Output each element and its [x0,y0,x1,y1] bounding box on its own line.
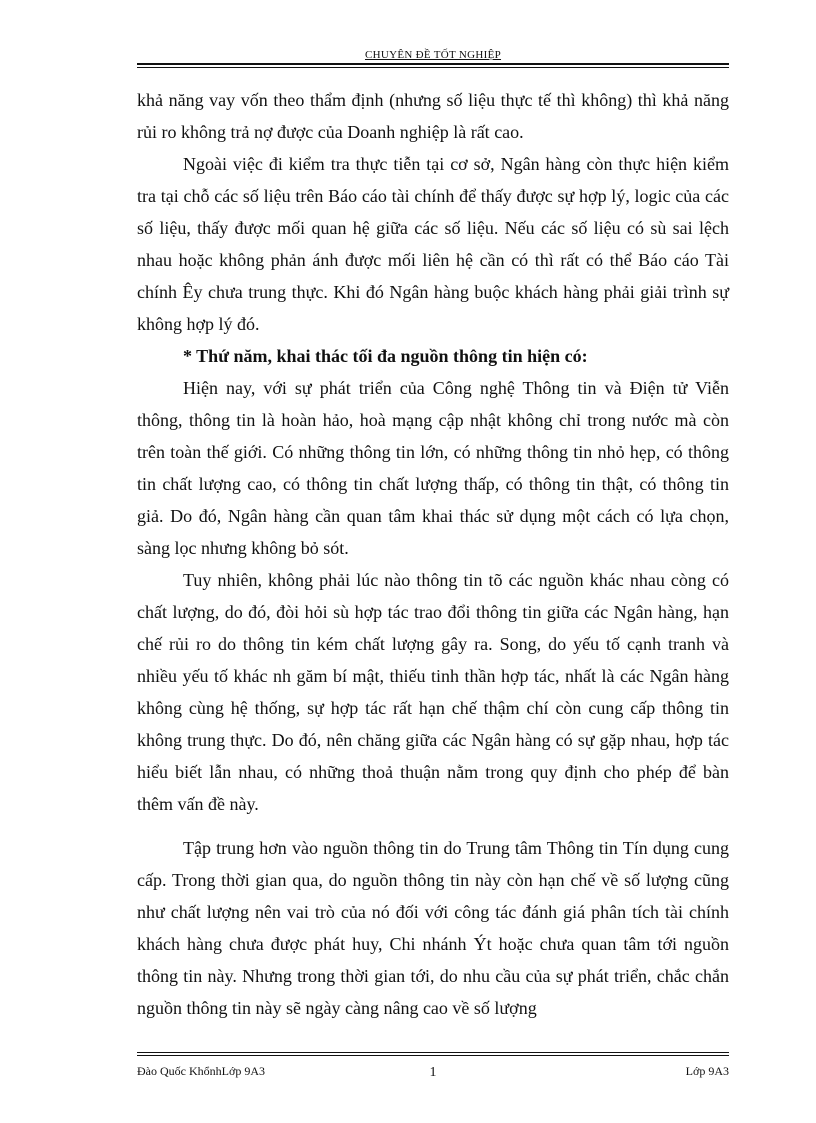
section-subheading: * Thứ năm, khai thác tối đa nguồn thông tin hiện có: [183,346,588,366]
footer-rule-thick [137,1055,729,1056]
paragraph-continuation: khả năng vay vốn theo thẩm định (nhưng số liệu thực tế thì không) thì khả năng rủi ro không trả nợ được của Doanh nghiệp là rất cao. [137,90,729,142]
page-body [137,84,729,1024]
footer-author: Đào Quốc KhổnhLớp 9A3 [137,1064,265,1078]
paragraph-credit-information-center: Tập trung hơn vào nguồn thông tin do Trung tâm Thông tin Tín dụng cung cấp. Trong thời gian qua, do nguồn thông tin này còn hạn chế về số lượng cũng như chất lượng nên vai trò của nó đối với công tác đánh giá phân tích tài chính khách hàng chưa được phát huy, Chi nhánh Ýt hoặc chưa quan tâm tới nguồn thông tin này. Nhưng trong thời gian tới, do nhu cầu của sự phát triển, chắc chắn nguồn thông tin này sẽ ngày càng nâng cao về số lượng [137,838,729,1018]
footer-class: Lớp 9A3 [685,1064,729,1078]
page-header [137,48,729,68]
header-title: CHUYÊN ĐỀ TỐT NGHIỆP [364,49,502,61]
page-number: 1 [429,1065,437,1080]
footer-rule-thin [137,1052,729,1053]
paragraph-gap [137,820,729,832]
page-footer [137,1052,729,1081]
footer-row [137,1061,729,1081]
paragraph-on-site-inspection: Ngoài việc đi kiểm tra thực tiễn tại cơ sở, Ngân hàng còn thực hiện kiểm tra tại chỗ các số liệu trên Báo cáo tài chính để thấy được sự hợp lý, logic của các số liệu, thấy được mối quan hệ giữa các số liệu. Nếu các số liệu có sù sai lệch nhau hoặc không phản ánh được mối liên hệ cần có thì rất có thể Báo cáo Tài chính Êy chưa trung thực. Khi đó Ngân hàng buộc khách hàng phải giải trình sự không hợp lý đó. [137,154,729,334]
paragraph-bank-cooperation: Tuy nhiên, không phải lúc nào thông tin tõ các nguồn khác nhau còng có chất lượng, do đó, đòi hỏi sù hợp tác trao đổi thông tin giữa các Ngân hàng, hạn chế rủi ro do thông tin kém chất lượng gây ra. Song, do yếu tố cạnh tranh và nhiều yếu tố khác nh găm bí mật, thiếu tinh thần hợp tác, nhất là các Ngân hàng không cùng hệ thống, sự hợp tác rất hạn chế thậm chí còn cung cấp thông tin không trung thực. Do đó, nên chăng giữa các Ngân hàng có sự gặp nhau, hợp tác hiểu biết lẫn nhau, có những thoả thuận nằm trong quy định cho phép để bàn thêm vấn đề này. [137,570,729,814]
header-rule-thin [137,67,729,68]
paragraph-information-technology: Hiện nay, với sự phát triển của Công nghệ Thông tin và Điện tử Viễn thông, thông tin là hoàn hảo, hoà mạng cập nhật không chỉ trong nước mà còn trên toàn thế giới. Có những thông tin lớn, có những thông tin nhỏ hẹp, có thông tin chất lượng cao, có thông tin chất lượng thấp, có thông tin thật, có thông tin giả. Do đó, Ngân hàng cần quan tâm khai thác sử dụng một cách có lựa chọn, sàng lọc nhưng không bỏ sót. [137,378,729,558]
header-rule-thick [137,63,729,65]
